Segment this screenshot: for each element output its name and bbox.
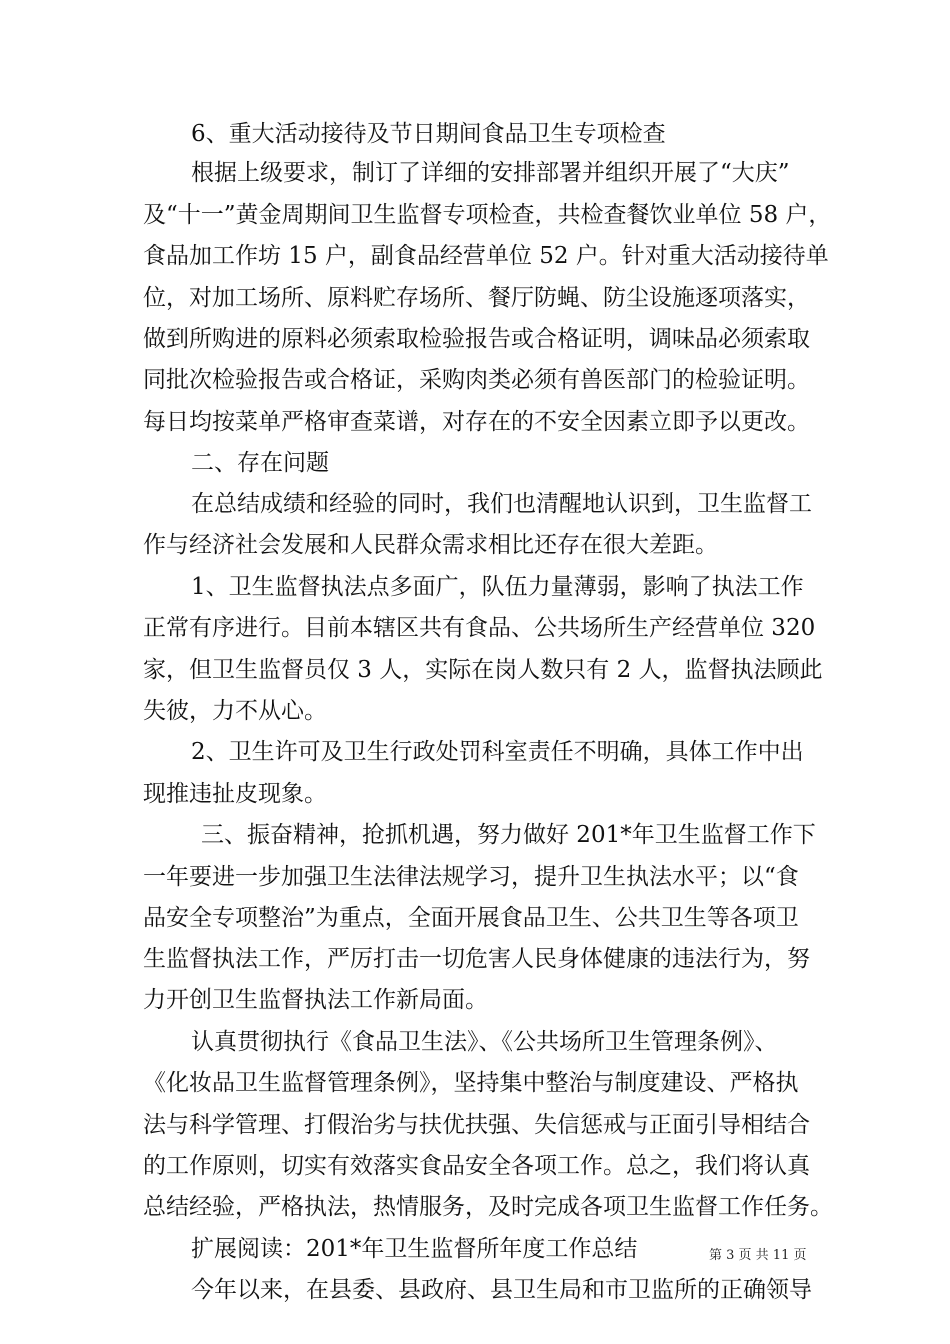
section-heading-problems: 二、存在问题 <box>191 450 329 476</box>
paragraph-line: 认真贯彻执行《食品卫生法》、《公共场所卫生管理条例》、 <box>191 1029 778 1055</box>
extended-reading-title: 扩展阅读：201*年卫生监督所年度工作总结 <box>191 1236 638 1262</box>
paragraph-line: 一年要进一步加强卫生法律法规学习，提升卫生执法水平；以“食 <box>143 864 799 890</box>
paragraph-line: 失彼，力不从心。 <box>143 698 327 724</box>
heading-item-6: 6、重大活动接待及节日期间食品卫生专项检查 <box>191 121 666 147</box>
paragraph-line: 2、卫生许可及卫生行政处罚科室责任不明确，具体工作中出 <box>191 739 804 765</box>
paragraph-line: 力开创卫生监督执法工作新局面。 <box>143 987 488 1013</box>
paragraph-line: 同批次检验报告或合格证，采购肉类必须有兽医部门的检验证明。 <box>143 367 810 393</box>
section-heading-outlook: 三、振奋精神，抢抓机遇，努力做好 201*年卫生监督工作下 <box>201 822 816 848</box>
paragraph-line: 在总结成绩和经验的同时，我们也清醒地认识到，卫生监督工 <box>191 491 812 517</box>
paragraph-line: 正常有序进行。目前本辖区共有食品、公共场所生产经营单位 320 <box>143 615 816 641</box>
paragraph-line: 《化妆品卫生监督管理条例》，坚持集中整治与制度建设、严格执 <box>143 1070 799 1096</box>
paragraph-line: 做到所购进的原料必须索取检验报告或合格证明，调味品必须索取 <box>143 326 810 352</box>
paragraph-line: 作与经济社会发展和人民群众需求相比还存在很大差距。 <box>143 532 718 558</box>
page-number-footer: 第 3 页 共 11 页 <box>709 1248 807 1263</box>
paragraph-line: 1、卫生监督执法点多面广，队伍力量薄弱，影响了执法工作 <box>191 574 804 600</box>
paragraph-line: 及“十一”黄金周期间卫生监督专项检查，共检查餐饮业单位 58 户， <box>143 202 832 228</box>
paragraph-line: 生监督执法工作，严厉打击一切危害人民身体健康的违法行为，努 <box>143 946 810 972</box>
paragraph-line: 现推违扯皮现象。 <box>143 781 327 807</box>
paragraph-line: 每日均按菜单严格审查菜谱，对存在的不安全因素立即予以更改。 <box>143 409 810 435</box>
paragraph-line: 根据上级要求，制订了详细的安排部署并组织开展了“大庆” <box>191 160 790 186</box>
paragraph-line: 总结经验，严格执法，热情服务，及时完成各项卫生监督工作任务。 <box>143 1194 833 1220</box>
paragraph-line: 法与科学管理、打假治劣与扶优扶强、失信惩戒与正面引导相结合 <box>143 1112 810 1138</box>
paragraph-line: 今年以来，在县委、县政府、县卫生局和市卫监所的正确领导 <box>191 1277 812 1303</box>
paragraph-line: 食品加工作坊 15 户，副食品经营单位 52 户。针对重大活动接待单 <box>143 243 829 269</box>
paragraph-line: 位，对加工场所、原料贮存场所、餐厅防蝇、防尘设施逐项落实， <box>143 285 810 311</box>
paragraph-line: 的工作原则，切实有效落实食品安全各项工作。总之，我们将认真 <box>143 1153 810 1179</box>
paragraph-line: 品安全专项整治”为重点，全面开展食品卫生、公共卫生等各项卫 <box>143 905 799 931</box>
paragraph-line: 家，但卫生监督员仅 3 人，实际在岗人数只有 2 人，监督执法顾此 <box>143 657 823 683</box>
